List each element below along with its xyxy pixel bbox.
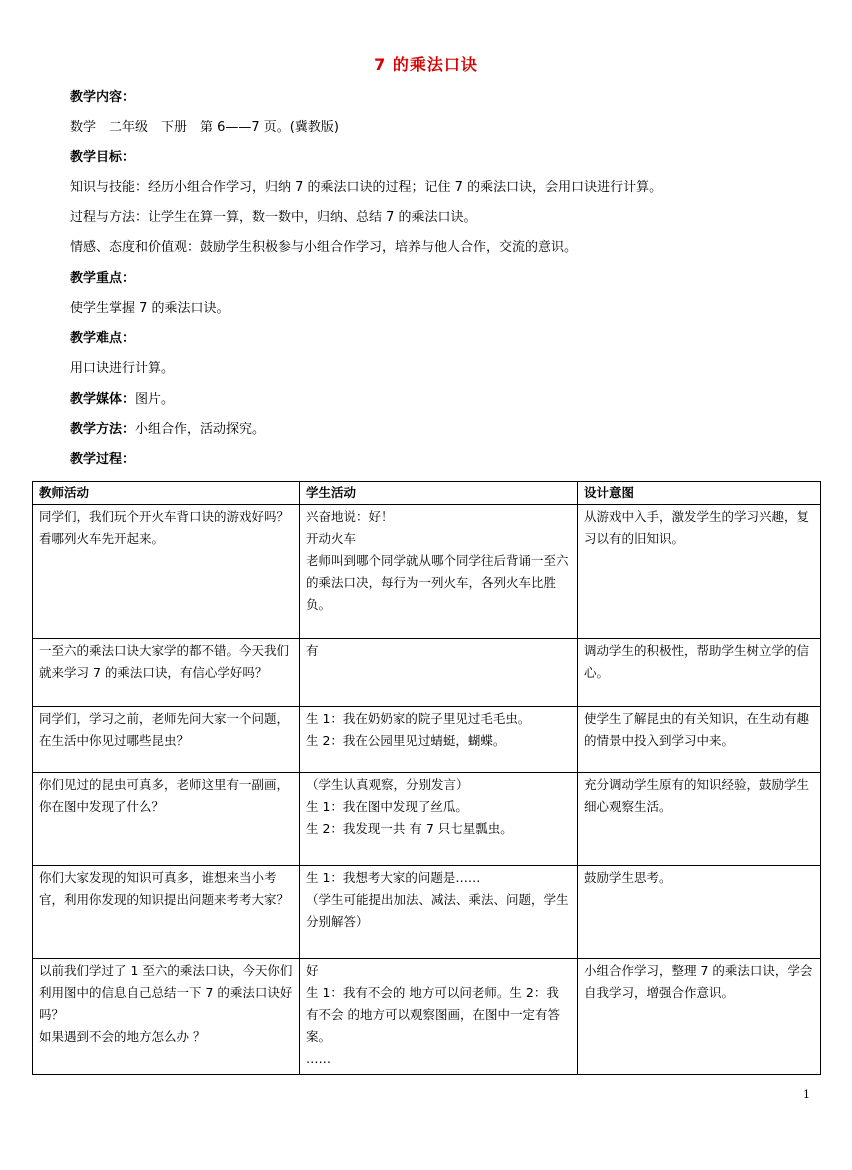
- student-line: 好: [306, 963, 319, 978]
- teacher-line: 如果遇到不会的地方怎么办 ？: [39, 1029, 206, 1044]
- cell-intent: [578, 505, 821, 639]
- student-line: 生 1：我想考大家的问题是……: [306, 870, 481, 885]
- difficulty-heading: 教学难点：: [70, 331, 136, 346]
- cell-student: [300, 707, 578, 773]
- intent-line: 小组合作学习，整理 7 的乘法口诀，学会自我学习，增强合作意识。: [584, 963, 813, 1000]
- table-row: [33, 773, 821, 866]
- student-line: 老师叫到哪个同学就从哪个同学往后背诵一至六的乘法口决，每行为一列火车，各列火车比胜负。: [306, 553, 569, 612]
- header-intent: 设计意图: [578, 482, 821, 505]
- teaching-process-table: [32, 481, 821, 1075]
- table-row: [33, 639, 821, 707]
- teacher-line: 你们见过的昆虫可真多，老师这里有一副画，你在图中发现了什么？: [39, 777, 290, 814]
- cell-student: [300, 773, 578, 866]
- student-line: 兴奋地说：好！: [306, 509, 394, 524]
- table-row: [33, 505, 821, 639]
- cell-teacher: [33, 773, 300, 866]
- teacher-line: 你们大家发现的知识可真多，谁想来当小考官，利用你发现的知识提出问题来考考大家？: [39, 870, 290, 907]
- media-text: 图片。: [135, 392, 175, 407]
- student-line: 开动火车: [306, 531, 357, 546]
- page-number: 1: [803, 1088, 810, 1101]
- key-heading: 教学重点：: [70, 271, 136, 286]
- cell-student: [300, 959, 578, 1075]
- intent-line: 从游戏中入手，激发学生的学习兴趣，复习以有的旧知识。: [584, 509, 810, 546]
- student-line: （学生可能提出加法、减法、乘法、问题，学生分别解答）: [306, 892, 569, 929]
- teacher-line: 看哪列火车先开起来。: [39, 531, 165, 546]
- intent-line: 使学生了解昆虫的有关知识，在生动有趣的情景中投入到学习中来。: [584, 711, 810, 748]
- student-line: ……: [306, 1051, 331, 1066]
- student-line: 生 2：我发现一共 有 7 只七星瓢虫。: [306, 821, 513, 836]
- table-row: [33, 866, 821, 959]
- teacher-line: 同学们，我们玩个开火车背口诀的游戏好吗？: [39, 509, 290, 524]
- goals-heading: 教学目标：: [70, 150, 136, 165]
- method-heading: 教学方法：: [70, 422, 136, 437]
- teacher-line: 一至六的乘法口诀大家学的都不错。今天我们就来学习 7 的乘法口诀，有信心学好吗？: [39, 643, 290, 680]
- cell-teacher: [33, 866, 300, 959]
- student-line: 有: [306, 643, 319, 658]
- cell-student: [300, 639, 578, 707]
- cell-student: [300, 505, 578, 639]
- header-teacher: 教师活动: [33, 482, 300, 505]
- cell-teacher: [33, 959, 300, 1075]
- content-text: 数学 二年级 下册 第 6——7 页。(冀教版): [70, 120, 339, 135]
- header-student: 学生活动: [300, 482, 578, 505]
- cell-intent: [578, 866, 821, 959]
- intent-line: 鼓励学生思考。: [584, 870, 672, 885]
- intent-line: 调动学生的积极性，帮助学生树立学的信心。: [584, 643, 810, 680]
- document-title: 7 的乘法口诀: [374, 55, 478, 74]
- difficulty-text: 用口诀进行计算。: [70, 361, 175, 376]
- key-text: 使学生掌握 7 的乘法口诀。: [70, 301, 230, 316]
- process-heading: 教学过程：: [70, 452, 136, 467]
- cell-intent: [578, 773, 821, 866]
- cell-intent: [578, 639, 821, 707]
- method-line: [70, 420, 265, 440]
- cell-teacher: [33, 505, 300, 639]
- media-line: [70, 390, 174, 410]
- student-line: 生 1：我有不会的 地方可以问老师。生 2：我有不会 的地方可以观察图画，在图中一定有答案。: [306, 985, 560, 1044]
- teacher-line: 同学们，学习之前，老师先问大家一个问题，在生活中你见过哪些昆虫？: [39, 711, 290, 748]
- goal-attitude: 情感、态度和价值观：鼓励学生积极参与小组合作学习，培养与他人合作，交流的意识。: [70, 240, 578, 255]
- goal-knowledge: 知识与技能：经历小组合作学习，归纳 7 的乘法口诀的过程；记住 7 的乘法口诀，会用口诀进行计算。: [70, 180, 663, 195]
- student-line: （学生认真观察，分别发言）: [306, 777, 469, 792]
- table-row: [33, 707, 821, 773]
- cell-intent: [578, 959, 821, 1075]
- table-header-row: [33, 482, 821, 505]
- cell-teacher: [33, 639, 300, 707]
- method-text: 小组合作，活动探究。: [135, 422, 266, 437]
- cell-student: [300, 866, 578, 959]
- table-row: [33, 959, 821, 1075]
- content-heading: 教学内容：: [70, 90, 136, 105]
- student-line: 生 2：我在公园里见过蜻蜓，蝴蝶。: [306, 733, 506, 748]
- media-heading: 教学媒体：: [70, 392, 136, 407]
- goal-process: 过程与方法：让学生在算一算，数一数中，归纳、总结 7 的乘法口诀。: [70, 210, 477, 225]
- teacher-line: 以前我们学过了 1 至六的乘法口诀，今天你们利用图中的信息自己总结一下 7 的乘法口诀好吗？: [39, 963, 293, 1022]
- intent-line: 充分调动学生原有的知识经验，鼓励学生细心观察生活。: [584, 777, 810, 814]
- cell-teacher: [33, 707, 300, 773]
- student-line: 生 1：我在奶奶家的院子里见过毛毛虫。: [306, 711, 531, 726]
- cell-intent: [578, 707, 821, 773]
- student-line: 生 1：我在图中发现了丝瓜。: [306, 799, 468, 814]
